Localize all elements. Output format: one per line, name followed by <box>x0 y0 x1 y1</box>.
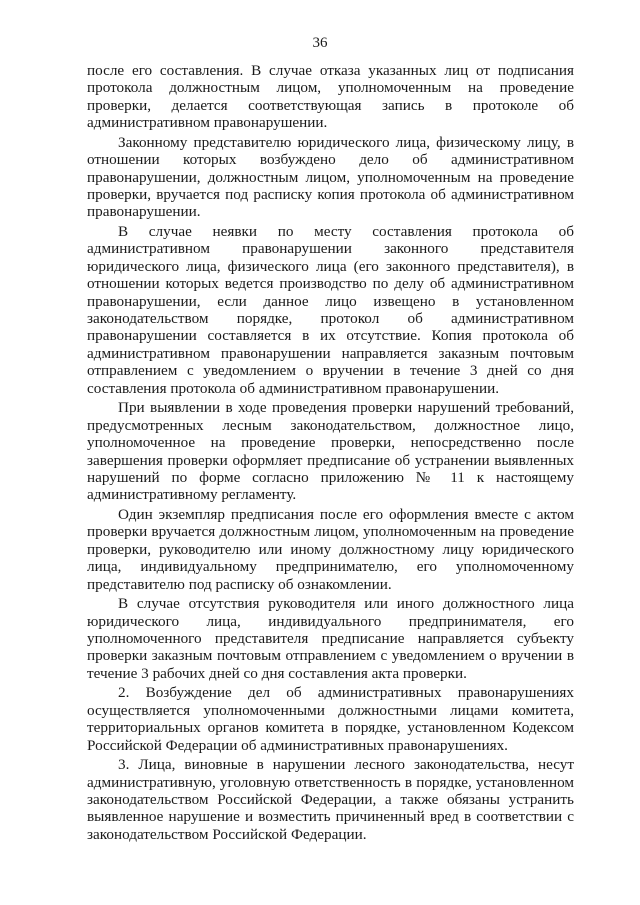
paragraph-violations-prescription: При выявлении в ходе проведения проверки нарушений требований, предусмотренных лесным законодательством, должностное лицо, уполномоченное на проведение проверки, непосредственно после завершения проверки оформляет предписание об устранении выявленных нарушений по форме согласно приложению № 11 к настоящему административному регламенту. <box>87 399 574 504</box>
paragraph-item-3: 3. Лица, виновные в нарушении лесного законодательства, несут административную, уголовную ответственность в порядке, установленном законодательством Российской Федерации, а также обязаны устранить выявленное нарушение и возместить причиненный вред в соответствии с законодательством Российской Федерации. <box>87 756 574 843</box>
paragraph-prescription-delivery: Один экземпляр предписания после его оформления вместе с актом проверки вручается должностным лицом, уполномоченным на проведение проверки, руководителю или иному должностному лицу юридического лица, индивидуальному предпринимателю, его уполномоченному представителю под расписку об ознакомлении. <box>87 505 574 593</box>
paragraph-protocol-copy: Законному представителю юридического лица, физическому лицу, в отношении которых возбуждено дело об административном правонарушении, должностным лицом, уполномоченным на проведение проверки, вручается под расписку копия протокола об административном правонарушении. <box>87 133 574 221</box>
paragraph-item-2: 2. Возбуждение дел об административных правонарушениях осуществляется уполномоченными должностными лицами комитета, территориальных органов комитета в порядке, установленном Кодексом Российской Федерации об административных правонарушениях. <box>87 684 574 754</box>
paragraph-continuation: после его составления. В случае отказа указанных лиц от подписания протокола должностным лицом, уполномоченным на проведение проверки, делается соответствующая запись в протоколе об административном правонарушении. <box>87 62 574 132</box>
page-number: 36 <box>312 35 328 51</box>
paragraph-non-appearance: В случае неявки по месту составления протокола об административном правонарушении законного представителя юридического лица, физического лица (его законного представителя), в отношении которых ведется производство по делу об административном правонарушении, если данное лицо извещено в установленном законодательством порядке, протокол об административном правонарушении составляется в их отсутствие. Копия протокола об административном правонарушении направляется заказным почтовым отправлением с уведомлением о вручении в течение 3 дней со дня составления протокола об административном правонарушении. <box>87 223 574 397</box>
paragraph-absence-delivery: В случае отсутствия руководителя или иного должностного лица юридического лица, индивидуального предпринимателя, его уполномоченного представителя предписание направляется субъекту проверки заказным почтовым отправлением с уведомлением о вручении в течение 3 рабочих дней со дня составления акта проверки. <box>87 595 574 682</box>
document-body <box>87 62 574 845</box>
